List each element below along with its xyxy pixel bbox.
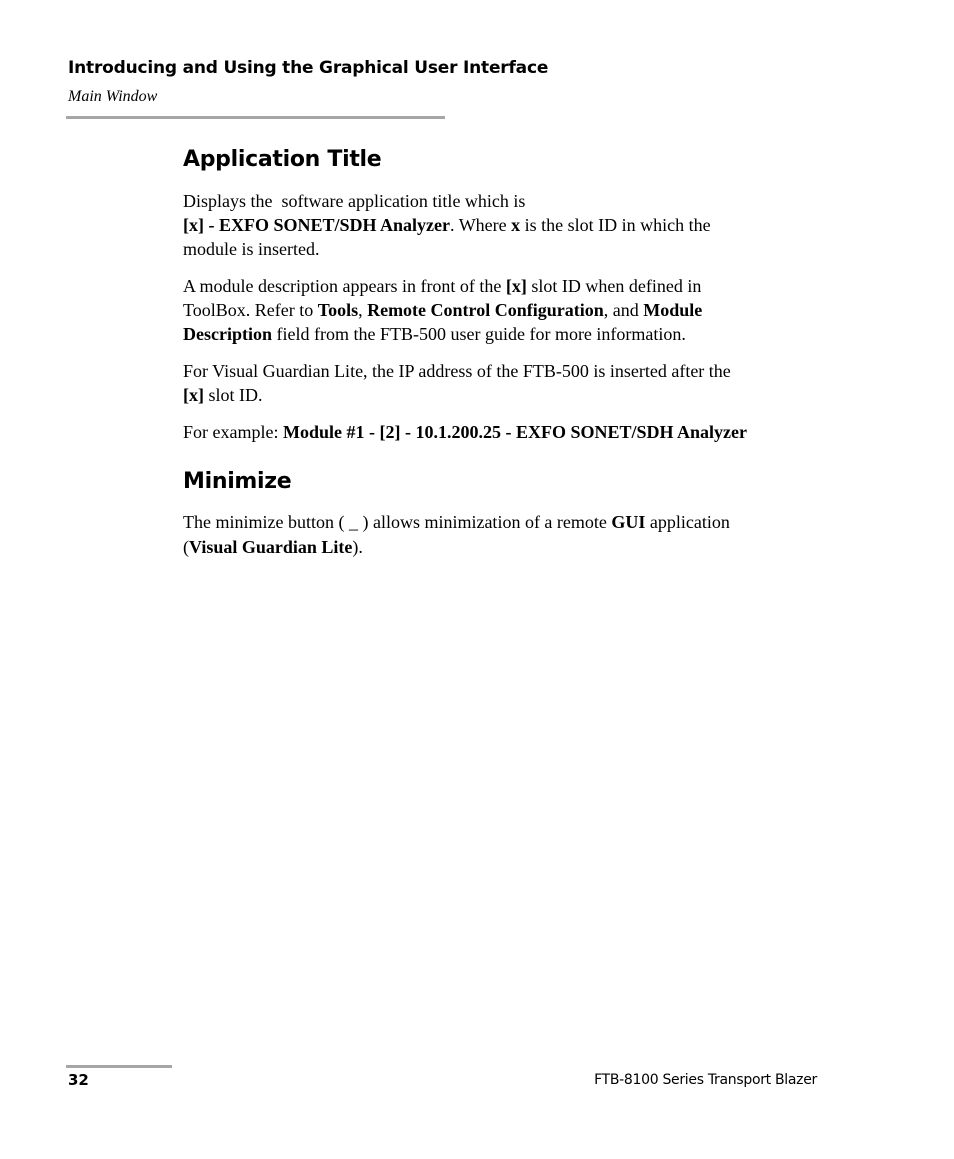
section-heading: Minimize: [183, 469, 292, 494]
text-run: (: [183, 537, 189, 557]
section-heading: Application Title: [183, 147, 382, 172]
text-run: ToolBox. Refer to: [183, 300, 318, 320]
chapter-title: Introducing and Using the Graphical User Interface: [68, 58, 549, 78]
bold-text: [x] - EXFO SONET/SDH Analyzer: [183, 215, 451, 235]
text-run: The minimize button ( _ ) allows minimization of a remote: [183, 512, 612, 532]
text-run: For Visual Guardian Lite, the IP address of the FTB-500 is inserted after the: [183, 361, 731, 381]
bold-text: GUI: [611, 512, 646, 532]
bold-text: Visual Guardian Lite: [189, 537, 353, 557]
text-run: ).: [352, 537, 363, 557]
page-number: 32: [68, 1071, 89, 1089]
text-run: Displays the software application title which is: [183, 191, 526, 211]
text-line: [183, 383, 263, 407]
text-line: [183, 535, 363, 559]
section-title: Main Window: [68, 88, 158, 105]
header-divider: [66, 116, 445, 119]
text-run: slot ID.: [204, 385, 263, 405]
text-run: slot ID when defined in: [526, 276, 702, 296]
text-line: [183, 213, 711, 237]
text-line: [183, 237, 319, 261]
text-line: [183, 189, 525, 213]
text-run: field from the FTB-500 user guide for more information.: [272, 324, 686, 344]
text-run: ,: [358, 300, 368, 320]
bold-text: Module #1 - [2] - 10.1.200.25 - EXFO SONET/SDH Analyzer: [282, 422, 747, 442]
text-line: [183, 420, 747, 444]
bold-text: Remote Control Configuration: [367, 300, 604, 320]
bold-text: Tools: [317, 300, 359, 320]
text-line: [183, 298, 702, 322]
document-title: FTB-8100 Series Transport Blazer: [594, 1072, 817, 1088]
text-run: application: [645, 512, 730, 532]
text-run: is the slot ID in which the: [520, 215, 711, 235]
text-line: [183, 510, 730, 534]
text-line: [183, 322, 686, 346]
text-run: , and: [603, 300, 644, 320]
bold-text: x: [511, 215, 521, 235]
text-run: module is inserted.: [183, 239, 320, 259]
text-line: [183, 359, 731, 383]
text-line: [183, 274, 701, 298]
bold-text: [x]: [183, 385, 204, 405]
footer-divider: [66, 1065, 172, 1068]
bold-text: Module: [643, 300, 703, 320]
text-run: For example:: [183, 422, 283, 442]
text-run: . Where: [450, 215, 512, 235]
bold-text: [x]: [505, 276, 527, 296]
text-run: A module description appears in front of the: [183, 276, 506, 296]
bold-text: Description: [183, 324, 272, 344]
